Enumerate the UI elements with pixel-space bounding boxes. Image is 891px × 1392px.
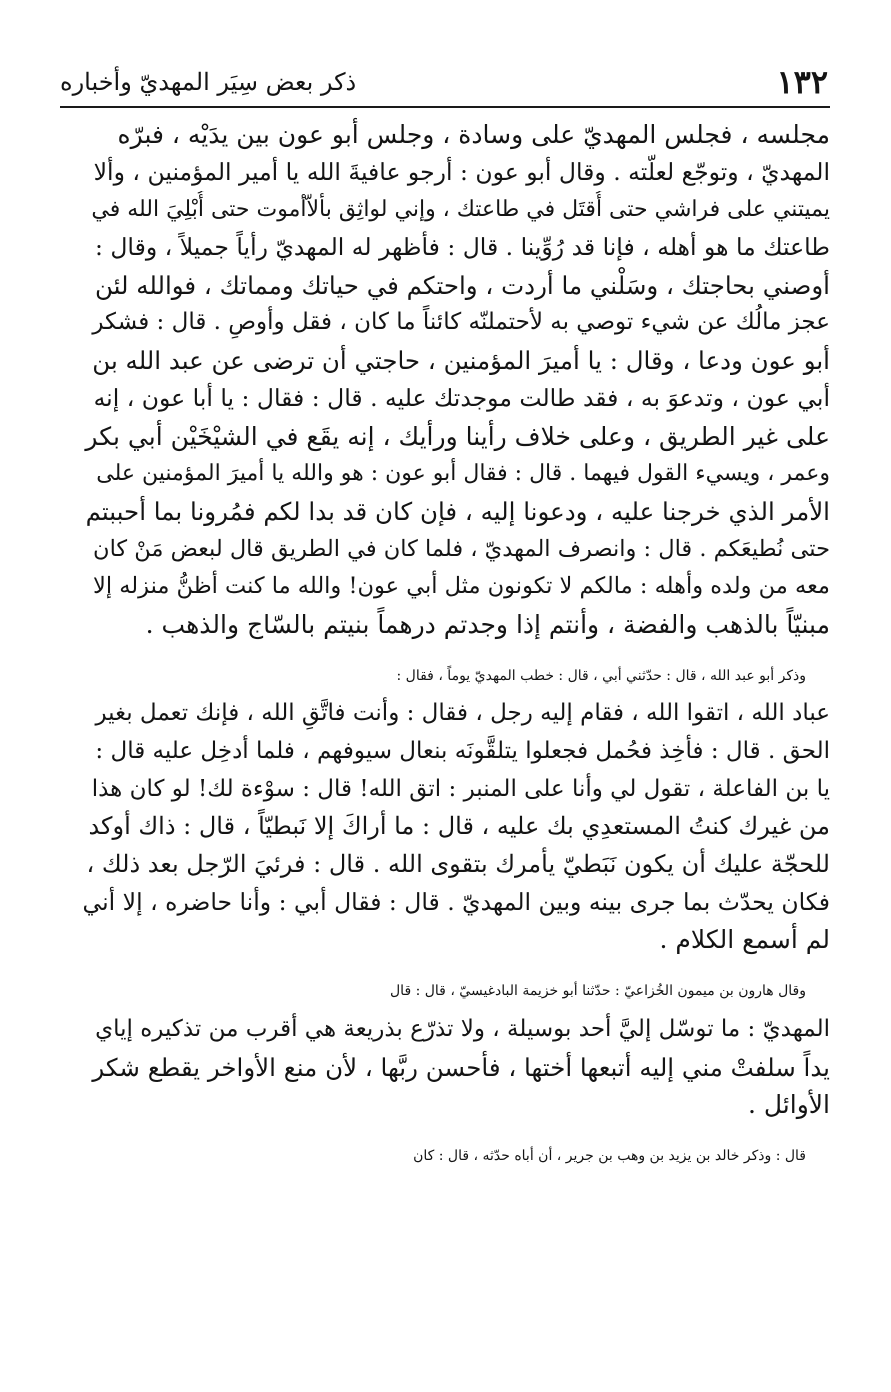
page-number: ١٣٢ — [776, 63, 828, 101]
text-line: يداً سلفتْ مني إليه أتبعها أختها ، فأحسن ربَّها ، لأن منع الأواخر يقطع شكر — [92, 1052, 830, 1082]
text-line: للحجّة عليك أن يكون نَبَطيّ يأمرك بتقوى الله . قال : فرئيَ الرّجل بعد ذلك ، — [86, 850, 830, 879]
text-line: حتى نُطيعَكم . قال : وانصرف المهديّ ، فلما كان في الطريق قال لبعض مَنْ كان — [93, 535, 830, 562]
paragraph — [82, 973, 830, 1124]
text-line: مجلسه ، فجلس المهديّ على وسادة ، وجلس أبو عون بين يدَيْه ، فبرّه — [117, 120, 830, 149]
text-line: من غيرك كنتُ المستعدِي بك عليه ، قال : ما أراكَ إلا نَبطيّاً ، قال : ذاك أوكد — [88, 812, 830, 841]
paragraph — [82, 658, 830, 960]
text-line: أبي عون ، وتدعوَ به ، فقد طالت موجدتك عليه . قال : فقال : يا أبا عون ، إنه — [93, 383, 830, 412]
text-line: يميتني على فراشي حتى أُقتَل في طاعتك ، وإني لواثِق بألاّأموت حتى أُبْلِيَ الله في — [91, 197, 830, 223]
text-line: مبنيّاً بالذهب والفضة ، وأنتم إذا وجدتم درهماً بنيتم بالسّاج والذهب . — [145, 609, 830, 639]
text-line: معه من ولده وأهله : مالكم لا تكونون مثل أبي عون! والله ما كنت أظنُّ منزله إلا — [93, 573, 830, 600]
text-line: وقال هارون بن ميمون الخُزاعيّ : حدّثنا أبو خزيمة البادغيسيّ ، قال : قال — [390, 983, 806, 1000]
text-line: يا بن الفاعلة ، تقول لي وأنا على المنبر : اتق الله! قال : سوْءة لك! لو كان هذا — [91, 775, 830, 802]
text-line: الأوائل . — [747, 1090, 830, 1120]
paragraph — [82, 116, 830, 644]
running-title: ذكر بعض سِيَر المهديّ وأخباره — [60, 68, 357, 96]
text-line: المهديّ ، وتوجّع لعلَّته . وقال أبو عون : أرجو عافيةَ الله يا أمير المؤمنين ، وألا — [93, 157, 830, 186]
text-line: الحق . قال : فأخِذ فحُمل فجعلوا يتلقَّونَه بنعال سيوفهم ، فلما أدخِل عليه قال : — [95, 738, 830, 764]
text-line: المهديّ : ما توسّل إليَّ أحد بوسيلة ، ولا تذرّع بذريعة هي أقرب من تذكيره إياي — [95, 1015, 830, 1042]
text-line: فكان يحدّث بما جرى بينه وبين المهديّ . قال : فقال أبي : وأنا حاضره ، إلا أني — [82, 887, 830, 916]
text-line: أبو عون ودعا ، وقال : يا أميرَ المؤمنين ، حاجتي أن ترضى عن عبد الله بن — [92, 346, 830, 376]
text-line: وذكر أبو عبد الله ، قال : حدّثني أبي ، قال : خطب المهديّ يوماً ، فقال : — [396, 667, 806, 684]
body-text — [82, 116, 830, 1176]
text-line: عباد الله ، اتقوا الله ، فقام إليه رجل ، فقال : وأنت فاتَّقِ الله ، فإنك تعمل بغير — [95, 700, 830, 727]
page-header — [60, 60, 828, 104]
text-line: لم أسمع الكلام . — [659, 925, 830, 955]
header-rule — [60, 106, 830, 108]
text-line: على غير الطريق ، وعلى خلاف رأينا ورأيك ، إنه يقَع في الشيْخَيْن أبي بكر — [85, 421, 830, 451]
text-line: قال : وذكر خالد بن يزيد بن وهب بن جرير ، أن أباه حدّثه ، قال : كان — [413, 1147, 806, 1164]
text-line: الأمر الذي خرجنا عليه ، ودعونا إليه ، فإن كان قد بدا لكم فمُرونا بما أحببتم — [85, 496, 830, 526]
text-line: أوصني بحاجتك ، وسَلْني ما أردت ، واحتكم في حياتك ومماتك ، فوالله لئن — [94, 270, 830, 300]
text-line: عجز مالُك عن شيء توصي به لأحتملنّه كائناً ما كان ، فقل وأوصِ . قال : فشكر — [92, 309, 830, 336]
text-line: وعمر ، ويسيء القول فيهما . قال : فقال أبو عون : هو والله يا أميرَ المؤمنين على — [96, 461, 830, 487]
text-line: طاعتك ما هو أهله ، فإنا قد رُوِّينا . قال : فأظهر له المهديّ رأياً جميلاً ، وقال : — [94, 233, 830, 262]
paragraph — [82, 1138, 830, 1176]
